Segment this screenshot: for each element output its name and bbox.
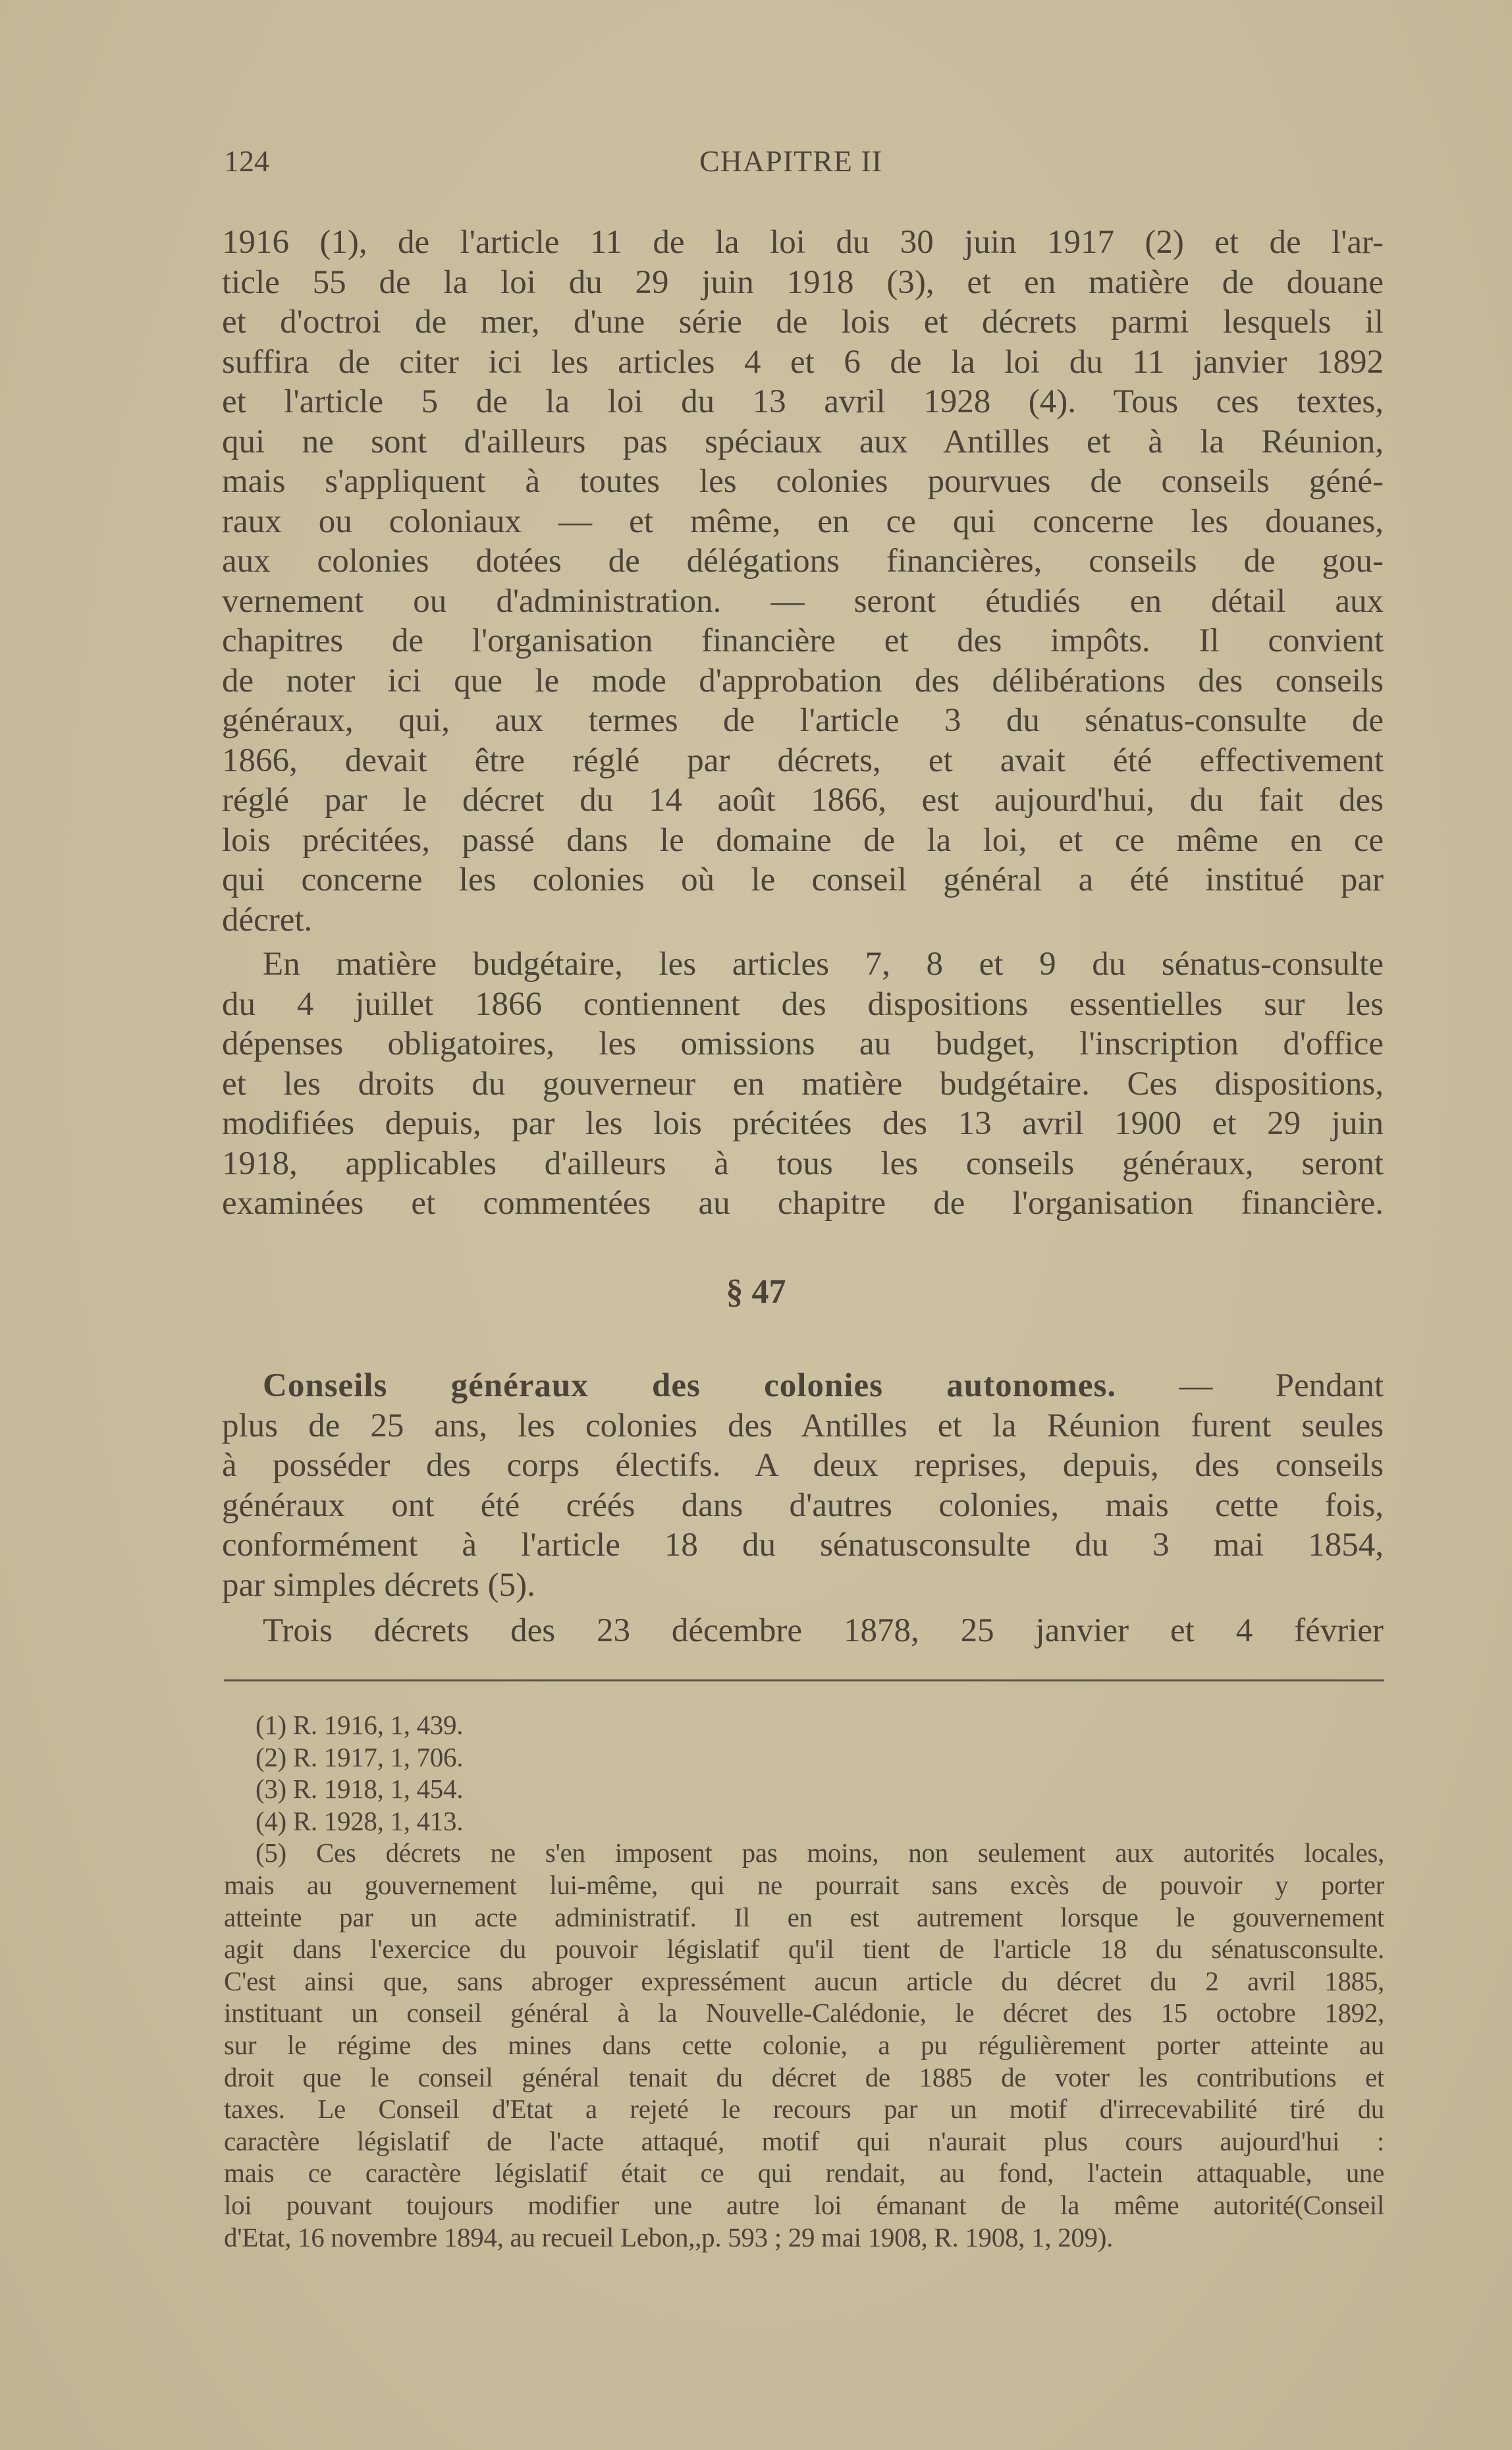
footnote: (4) R. 1928, 1, 413.	[256, 1805, 464, 1836]
text-line: généraux ont été créés dans d'autres colonies, mais cette fois,	[222, 1486, 1384, 1524]
footnote-line: droit que le conseil général tenait du décret de 1885 de voter les contributions et	[224, 2061, 1384, 2092]
text-line: par simples décrets (5).	[222, 1566, 535, 1604]
text-line: dépenses obligatoires, les omissions au budget, l'inscription d'office	[222, 1025, 1384, 1062]
footnote: (3) R. 1918, 1, 454.	[256, 1774, 464, 1805]
text-line: vernement ou d'administration. — seront étudiés en détail aux	[222, 582, 1384, 620]
footnote-line: caractère législatif de l'acte attaqué, motif qui n'aurait plus cours aujourd'hui :	[224, 2125, 1384, 2156]
text-line: Trois décrets des 23 décembre 1878, 25 janvier et 4 février	[263, 1612, 1384, 1649]
footnote: (1) R. 1916, 1, 439.	[256, 1710, 464, 1740]
text-line: aux colonies dotées de délégations financières, conseils de gou-	[222, 543, 1384, 580]
text-line: de noter ici que le mode d'approbation des délibérations des conseils	[222, 662, 1384, 699]
text-line: réglé par le décret du 14 août 1866, est aujourd'hui, du fait des	[222, 782, 1384, 819]
footnote-line: mais ce caractère législatif était ce qui rendait, au fond, l'actein attaquable, une	[224, 2158, 1384, 2189]
text-line: chapitres de l'organisation financière et des impôts. Il convient	[222, 622, 1384, 659]
section-title: § 47	[726, 1273, 786, 1311]
text-line: décret.	[222, 901, 313, 939]
footnote-line: (5) Ces décrets ne s'en imposent pas moins, non seulement aux autorités locales,	[256, 1838, 1384, 1868]
footnote-divider	[224, 1679, 1384, 1681]
text-line: mais s'appliquent à toutes les colonies pourvues de conseils géné-	[222, 463, 1384, 500]
paragraph-1	[222, 223, 1384, 940]
text-line: 1918, applicables d'ailleurs à tous les conseils généraux, seront	[222, 1145, 1384, 1182]
text-line: En matière budgétaire, les articles 7, 8 et 9 du sénatus-consulte	[263, 946, 1384, 983]
footnote-line: agit dans l'exercice du pouvoir législatif qu'il tient de l'article 18 du sénatusconsulte.	[224, 1934, 1384, 1965]
text-line: 1866, devait être réglé par décrets, et avait été effectivement	[222, 742, 1384, 779]
footnote-line: sur le régime des mines dans cette colonie, a pu régulièrement porter atteinte au	[224, 2029, 1384, 2060]
text-line: et l'article 5 de la loi du 13 avril 1928 (4). Tous ces textes,	[222, 383, 1384, 420]
text-line: 1916 (1), de l'article 11 de la loi du 30 juin 1917 (2) et de l'ar-	[222, 224, 1384, 261]
text-line: qui concerne les colonies où le conseil général a été institué par	[222, 861, 1384, 898]
page-number: 124	[224, 144, 269, 178]
text-line: à posséder des corps électifs. A deux reprises, depuis, des conseils	[222, 1447, 1384, 1484]
footnote-line: atteinte par un acte administratif. Il en est autrement lorsque le gouvernement	[224, 1901, 1384, 1932]
text-line: et d'octroi de mer, d'une série de lois et décrets parmi lesquels il	[222, 304, 1384, 340]
text-line: conformément à l'article 18 du sénatusconsulte du 3 mai 1854,	[222, 1527, 1384, 1564]
text-line: lois précitées, passé dans le domaine de la loi, et ce même en ce	[222, 821, 1384, 859]
section-heading: Conseils généraux des colonies autonomes.	[263, 1367, 1117, 1404]
heading-line-rest: — Pendant	[1179, 1367, 1384, 1404]
closing-paragraph	[222, 1611, 1384, 1651]
text-line: raux ou coloniaux — et même, en ce qui concerne les douanes,	[222, 503, 1384, 540]
footnote-line: instituant un conseil général à la Nouvelle-Calédonie, le décret des 15 octobre 1892,	[224, 1998, 1384, 2028]
text-line: ticle 55 de la loi du 29 juin 1918 (3), et en matière de douane	[222, 263, 1384, 301]
text-line: du 4 juillet 1866 contiennent des dispositions essentielles sur les	[222, 985, 1384, 1023]
section-paragraph	[222, 1366, 1384, 1605]
text-line	[222, 1366, 1384, 1406]
footnote-line: d'Etat, 16 novembre 1894, au recueil Lebon,,p. 593 ; 29 mai 1908, R. 1908, 1, 209).	[224, 2221, 1114, 2252]
text-line: généraux, qui, aux termes de l'article 3 du sénatus-consulte de	[222, 702, 1384, 739]
paragraph-2	[222, 944, 1384, 1224]
text-line: plus de 25 ans, les colonies des Antilles et la Réunion furent seules	[222, 1407, 1384, 1444]
running-header: CHAPITRE II	[699, 144, 883, 178]
text-line: et les droits du gouverneur en matière budgétaire. Ces dispositions,	[222, 1065, 1384, 1102]
footnote-line: C'est ainsi que, sans abroger expressément aucun article du décret du 2 avril 1885,	[224, 1965, 1384, 1996]
text-line: modifiées depuis, par les lois précitées des 13 avril 1900 et 29 juin	[222, 1105, 1384, 1142]
footnote: (2) R. 1917, 1, 706.	[256, 1741, 464, 1772]
footnote-line: mais au gouvernement lui-même, qui ne pourrait sans excès de pouvoir y porter	[224, 1869, 1384, 1900]
text-line: qui ne sont d'ailleurs pas spéciaux aux Antilles et à la Réunion,	[222, 423, 1384, 460]
footnotes	[224, 1709, 1384, 2253]
footnote-line: taxes. Le Conseil d'Etat a rejeté le recours par un motif d'irrecevabilité tiré du	[224, 2094, 1384, 2125]
text-line: examinées et commentées au chapitre de l'organisation financière.	[222, 1185, 1384, 1222]
text-line: suffira de citer ici les articles 4 et 6 de la loi du 11 janvier 1892	[222, 343, 1384, 381]
footnote-line: loi pouvant toujours modifier une autre loi émanant de la même autorité(Conseil	[224, 2189, 1384, 2220]
